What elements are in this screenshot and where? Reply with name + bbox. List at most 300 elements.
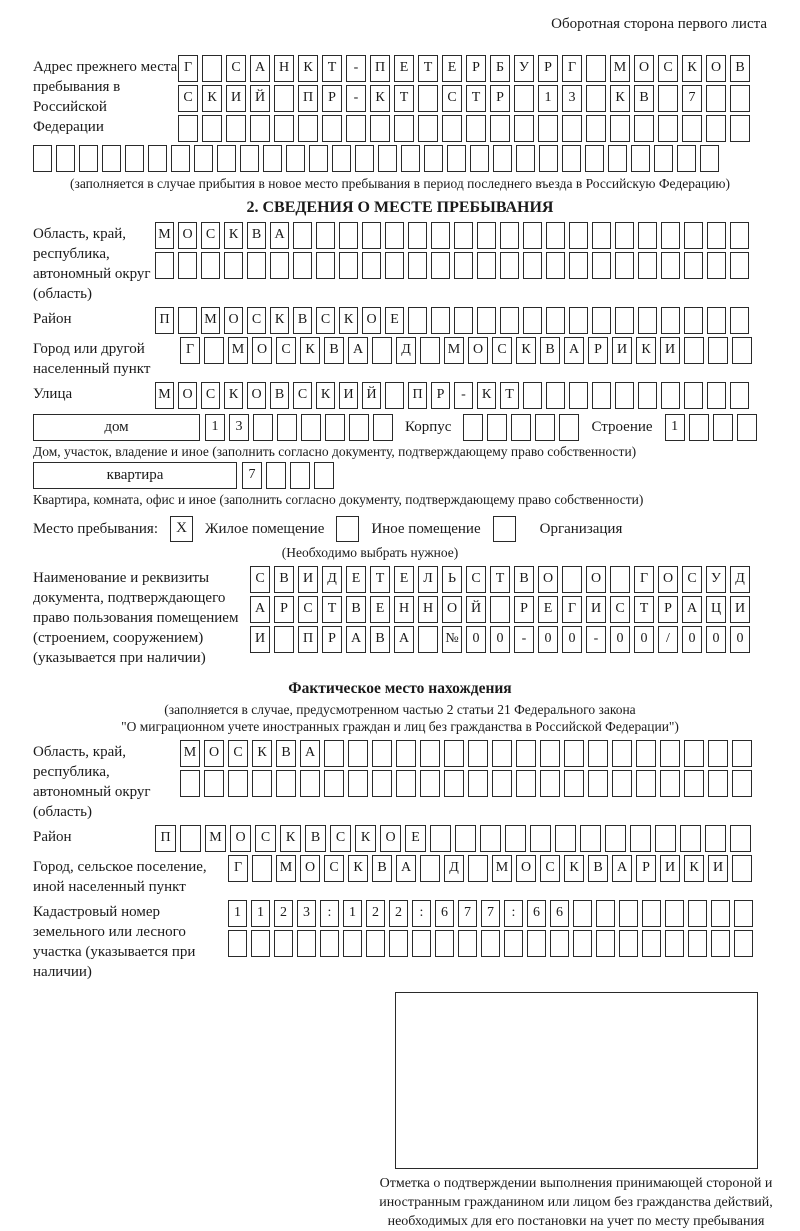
char-cell	[504, 930, 523, 957]
char-cell	[734, 900, 753, 927]
char-cell: В	[324, 337, 344, 364]
char-grid-row	[250, 596, 750, 623]
char-cell: В	[372, 855, 392, 882]
stay-type-checkbox-other	[336, 516, 359, 542]
char-cell	[514, 115, 534, 142]
street-field	[33, 382, 767, 409]
district-label: Район	[33, 311, 72, 327]
char-cell	[615, 252, 634, 279]
char-grid-row	[155, 252, 749, 279]
char-grid-row	[178, 55, 750, 82]
char-grid-row	[33, 145, 767, 172]
char-cell	[348, 770, 368, 797]
char-cell: С	[540, 855, 560, 882]
char-grid-row	[180, 770, 752, 797]
char-cell: 0	[610, 626, 630, 653]
char-cell: Р	[658, 596, 678, 623]
char-cell: 7	[458, 900, 477, 927]
char-cell	[677, 145, 696, 172]
char-cell: Г	[180, 337, 200, 364]
char-cell	[125, 145, 144, 172]
char-cell: Г	[178, 55, 198, 82]
char-cell: Р	[431, 382, 450, 409]
char-cell	[276, 770, 296, 797]
char-cell: А	[346, 626, 366, 653]
char-cell: О	[706, 55, 726, 82]
char-grid-row	[228, 930, 753, 957]
char-cell: 2	[389, 900, 408, 927]
stay-type-option-organization: Организация	[539, 520, 623, 537]
char-cell: Н	[418, 596, 438, 623]
char-cell: А	[564, 337, 584, 364]
stay-type-option-other: Иное помещение	[371, 520, 481, 537]
char-cell: А	[348, 337, 368, 364]
actual-district-label: Район	[33, 829, 72, 845]
char-cell: К	[316, 382, 335, 409]
char-cell	[477, 222, 496, 249]
char-cell	[540, 740, 560, 767]
char-cell	[658, 85, 678, 112]
char-cell	[612, 740, 632, 767]
apartment-box-label: квартира	[33, 462, 237, 489]
char-cell	[301, 414, 321, 441]
char-cell	[178, 115, 198, 142]
char-cell: :	[320, 900, 339, 927]
char-cell	[431, 307, 450, 334]
char-cell	[240, 145, 259, 172]
char-cell	[430, 825, 451, 852]
char-cell	[661, 382, 680, 409]
cadastral-label: Кадастровый номер земельного или лесного участка (указывается при наличии)	[33, 904, 196, 980]
char-cell	[638, 382, 657, 409]
char-cell	[202, 55, 222, 82]
document-label: Наименование и реквизиты документа, подтверждающего право пользования помещением (строением, сооружением) (указывается при наличии)	[33, 570, 239, 666]
char-grid-row	[155, 222, 749, 249]
char-cell: М	[180, 740, 200, 767]
char-cell	[171, 145, 190, 172]
section2-title: 2. СВЕДЕНИЯ О МЕСТЕ ПРЕБЫВАНИЯ	[246, 199, 554, 216]
char-cell: Й	[466, 596, 486, 623]
char-cell	[372, 770, 392, 797]
char-cell: М	[155, 382, 174, 409]
char-cell	[251, 930, 270, 957]
char-cell	[730, 307, 749, 334]
char-cell	[732, 855, 752, 882]
char-cell	[408, 307, 427, 334]
char-cell	[588, 740, 608, 767]
char-cell	[615, 222, 634, 249]
char-cell	[658, 115, 678, 142]
char-cell: Д	[322, 566, 342, 593]
char-grid-row	[180, 740, 752, 767]
char-cell: -	[586, 626, 606, 653]
actual-location-title: Фактическое место нахождения	[288, 680, 512, 697]
char-cell	[274, 115, 294, 142]
char-grid-row	[665, 414, 757, 441]
char-cell: К	[348, 855, 368, 882]
char-cell: М	[155, 222, 174, 249]
char-cell: С	[250, 566, 270, 593]
char-cell: К	[477, 382, 496, 409]
char-cell	[343, 930, 362, 957]
char-cell	[252, 770, 272, 797]
char-cell: О	[247, 382, 266, 409]
char-cell: Г	[562, 55, 582, 82]
char-cell: В	[588, 855, 608, 882]
char-cell	[688, 900, 707, 927]
char-cell: Р	[538, 55, 558, 82]
char-cell	[401, 145, 420, 172]
char-cell: К	[636, 337, 656, 364]
char-cell	[420, 770, 440, 797]
char-cell: 1	[665, 414, 685, 441]
char-cell	[339, 252, 358, 279]
char-cell: К	[564, 855, 584, 882]
char-cell	[79, 145, 98, 172]
char-cell: В	[634, 85, 654, 112]
char-grid-row	[205, 414, 393, 441]
char-cell	[339, 222, 358, 249]
char-cell	[730, 222, 749, 249]
char-cell: Т	[500, 382, 519, 409]
char-cell: Т	[370, 566, 390, 593]
char-cell	[348, 740, 368, 767]
char-cell	[634, 115, 654, 142]
char-cell	[372, 740, 392, 767]
char-cell	[102, 145, 121, 172]
char-cell	[559, 414, 579, 441]
stay-type-label: Место пребывания:	[33, 520, 158, 537]
char-grid-row	[178, 115, 750, 142]
char-cell	[615, 307, 634, 334]
char-cell	[420, 337, 440, 364]
char-cell	[454, 307, 473, 334]
char-cell	[378, 145, 397, 172]
char-cell	[569, 252, 588, 279]
char-cell: А	[612, 855, 632, 882]
prev-address-caption: (заполняется в случае прибытия в новое место пребывания в период последнего въезда в Российскую Федерацию)	[69, 176, 731, 191]
char-cell: С	[492, 337, 512, 364]
char-cell	[608, 145, 627, 172]
char-cell	[385, 382, 404, 409]
char-cell	[492, 770, 512, 797]
char-cell: С	[178, 85, 198, 112]
char-cell: Ц	[706, 596, 726, 623]
char-cell	[505, 825, 526, 852]
char-cell: Л	[418, 566, 438, 593]
char-cell	[660, 770, 680, 797]
char-cell: С	[610, 596, 630, 623]
char-cell: Д	[396, 337, 416, 364]
char-cell: Т	[490, 566, 510, 593]
char-cell: А	[270, 222, 289, 249]
char-cell	[355, 145, 374, 172]
char-cell	[527, 930, 546, 957]
char-cell	[274, 85, 294, 112]
char-cell	[732, 770, 752, 797]
char-cell: -	[514, 626, 534, 653]
char-cell: О	[204, 740, 224, 767]
char-cell	[514, 85, 534, 112]
house-caption: Дом, участок, владение и иное (заполнить согласно документу, подтверждающему право собственности)	[33, 444, 637, 459]
char-cell	[655, 825, 676, 852]
char-cell	[293, 222, 312, 249]
prev-address-grid	[178, 55, 750, 142]
char-cell: И	[612, 337, 632, 364]
char-cell: С	[466, 566, 486, 593]
char-cell	[539, 145, 558, 172]
house-box-label: дом	[33, 414, 200, 441]
char-cell	[638, 307, 657, 334]
char-cell: О	[252, 337, 272, 364]
char-cell	[435, 930, 454, 957]
char-cell: В	[370, 626, 390, 653]
char-cell	[730, 85, 750, 112]
char-cell	[500, 222, 519, 249]
char-cell: С	[226, 55, 246, 82]
char-cell	[424, 145, 443, 172]
char-cell	[396, 770, 416, 797]
char-cell	[418, 626, 438, 653]
char-cell	[202, 115, 222, 142]
char-cell	[412, 930, 431, 957]
char-cell	[569, 382, 588, 409]
char-cell	[592, 252, 611, 279]
char-cell: Р	[322, 626, 342, 653]
char-cell: С	[330, 825, 351, 852]
char-cell: А	[250, 55, 270, 82]
char-cell	[298, 115, 318, 142]
char-cell: -	[346, 85, 366, 112]
char-cell	[737, 414, 757, 441]
char-cell: Р	[490, 85, 510, 112]
actual-city-label: Город, сельское поселение, иной населенный пункт	[33, 859, 207, 895]
char-cell: А	[396, 855, 416, 882]
char-cell	[420, 740, 440, 767]
char-cell	[447, 145, 466, 172]
stay-type-checkbox-residential: X	[170, 516, 193, 542]
region-field	[33, 222, 767, 304]
char-cell	[431, 222, 450, 249]
actual-region-field	[33, 740, 767, 822]
char-cell	[394, 115, 414, 142]
char-cell	[523, 382, 542, 409]
char-cell	[711, 930, 730, 957]
char-cell	[444, 770, 464, 797]
char-cell	[370, 115, 390, 142]
char-cell	[555, 825, 576, 852]
char-cell	[546, 222, 565, 249]
char-cell	[454, 222, 473, 249]
char-grid-row	[155, 307, 749, 334]
char-cell	[630, 825, 651, 852]
char-cell	[707, 252, 726, 279]
char-cell: 1	[228, 900, 247, 927]
char-cell: П	[155, 307, 174, 334]
char-cell: С	[255, 825, 276, 852]
char-cell	[468, 740, 488, 767]
char-cell: И	[586, 596, 606, 623]
char-cell	[477, 307, 496, 334]
char-cell: К	[370, 85, 390, 112]
char-cell	[706, 85, 726, 112]
char-cell	[586, 85, 606, 112]
char-grid-row	[228, 855, 752, 882]
char-cell	[56, 145, 75, 172]
char-cell	[253, 414, 273, 441]
char-cell	[247, 252, 266, 279]
char-grid-row	[178, 85, 750, 112]
char-cell	[707, 307, 726, 334]
char-cell	[490, 596, 510, 623]
char-cell	[732, 740, 752, 767]
char-cell: В	[247, 222, 266, 249]
char-cell	[523, 222, 542, 249]
char-cell	[366, 930, 385, 957]
char-cell	[631, 145, 650, 172]
char-cell	[226, 115, 246, 142]
char-cell	[250, 115, 270, 142]
char-cell	[684, 770, 704, 797]
char-cell	[180, 825, 201, 852]
char-cell	[286, 145, 305, 172]
char-cell	[178, 307, 197, 334]
char-cell	[573, 930, 592, 957]
char-cell	[734, 930, 753, 957]
char-grid-row	[180, 337, 752, 364]
char-cell	[194, 145, 213, 172]
char-cell: С	[293, 382, 312, 409]
char-cell	[588, 770, 608, 797]
char-cell: Р	[322, 85, 342, 112]
char-cell: С	[276, 337, 296, 364]
char-cell: 3	[562, 85, 582, 112]
char-cell	[596, 900, 615, 927]
char-cell	[713, 414, 733, 441]
char-cell: К	[355, 825, 376, 852]
char-cell: В	[730, 55, 750, 82]
char-cell: К	[339, 307, 358, 334]
char-cell	[385, 222, 404, 249]
char-cell	[418, 85, 438, 112]
char-cell: 1	[205, 414, 225, 441]
char-cell	[665, 900, 684, 927]
char-cell	[680, 825, 701, 852]
char-cell	[481, 930, 500, 957]
char-cell	[325, 414, 345, 441]
char-cell	[523, 307, 542, 334]
char-cell: Е	[385, 307, 404, 334]
char-cell: К	[224, 222, 243, 249]
char-cell: С	[442, 85, 462, 112]
char-cell: Т	[322, 596, 342, 623]
char-cell: С	[658, 55, 678, 82]
char-cell: Е	[405, 825, 426, 852]
document-field	[33, 566, 767, 668]
char-cell	[320, 930, 339, 957]
char-cell: П	[298, 626, 318, 653]
char-cell	[431, 252, 450, 279]
char-cell	[596, 930, 615, 957]
char-cell	[538, 115, 558, 142]
char-cell: П	[298, 85, 318, 112]
char-cell	[546, 252, 565, 279]
char-cell	[324, 740, 344, 767]
char-cell: А	[250, 596, 270, 623]
confirmation-stamp-box	[395, 992, 758, 1169]
char-cell	[569, 222, 588, 249]
char-cell: 7	[242, 462, 262, 489]
char-cell: 3	[229, 414, 249, 441]
char-cell	[373, 414, 393, 441]
stay-type-checkbox-organization	[493, 516, 516, 542]
char-cell	[592, 382, 611, 409]
char-cell: С	[316, 307, 335, 334]
char-cell	[688, 930, 707, 957]
char-cell: 3	[297, 900, 316, 927]
char-cell	[682, 115, 702, 142]
char-cell	[300, 770, 320, 797]
char-cell	[480, 825, 501, 852]
char-cell	[708, 337, 728, 364]
char-cell	[700, 145, 719, 172]
char-cell: К	[684, 855, 704, 882]
char-cell: Б	[490, 55, 510, 82]
char-cell: В	[274, 566, 294, 593]
char-cell: 0	[634, 626, 654, 653]
char-cell	[346, 115, 366, 142]
char-cell: В	[514, 566, 534, 593]
char-cell	[217, 145, 236, 172]
char-cell	[636, 770, 656, 797]
char-cell	[293, 252, 312, 279]
char-cell: К	[300, 337, 320, 364]
char-grid-row	[155, 382, 749, 409]
char-cell: И	[660, 855, 680, 882]
char-cell: К	[202, 85, 222, 112]
char-cell	[564, 740, 584, 767]
char-cell	[708, 740, 728, 767]
char-cell	[684, 337, 704, 364]
char-cell	[661, 307, 680, 334]
char-cell	[309, 145, 328, 172]
char-cell	[707, 222, 726, 249]
char-cell: П	[370, 55, 390, 82]
char-cell: А	[394, 626, 414, 653]
char-cell: М	[205, 825, 226, 852]
char-cell: №	[442, 626, 462, 653]
char-cell	[155, 252, 174, 279]
char-cell: Е	[394, 55, 414, 82]
char-cell: М	[492, 855, 512, 882]
char-cell: 2	[366, 900, 385, 927]
char-cell: 1	[343, 900, 362, 927]
char-cell: О	[442, 596, 462, 623]
char-cell	[660, 740, 680, 767]
char-cell	[463, 414, 483, 441]
char-cell: 0	[730, 626, 750, 653]
char-cell: Й	[250, 85, 270, 112]
char-cell: -	[454, 382, 473, 409]
char-cell	[689, 414, 709, 441]
region-label: Область, край, республика, автономный округ (область)	[33, 226, 151, 302]
char-cell	[442, 115, 462, 142]
char-cell	[684, 740, 704, 767]
char-cell: В	[293, 307, 312, 334]
char-cell: В	[270, 382, 289, 409]
char-cell	[705, 825, 726, 852]
char-cell	[642, 900, 661, 927]
